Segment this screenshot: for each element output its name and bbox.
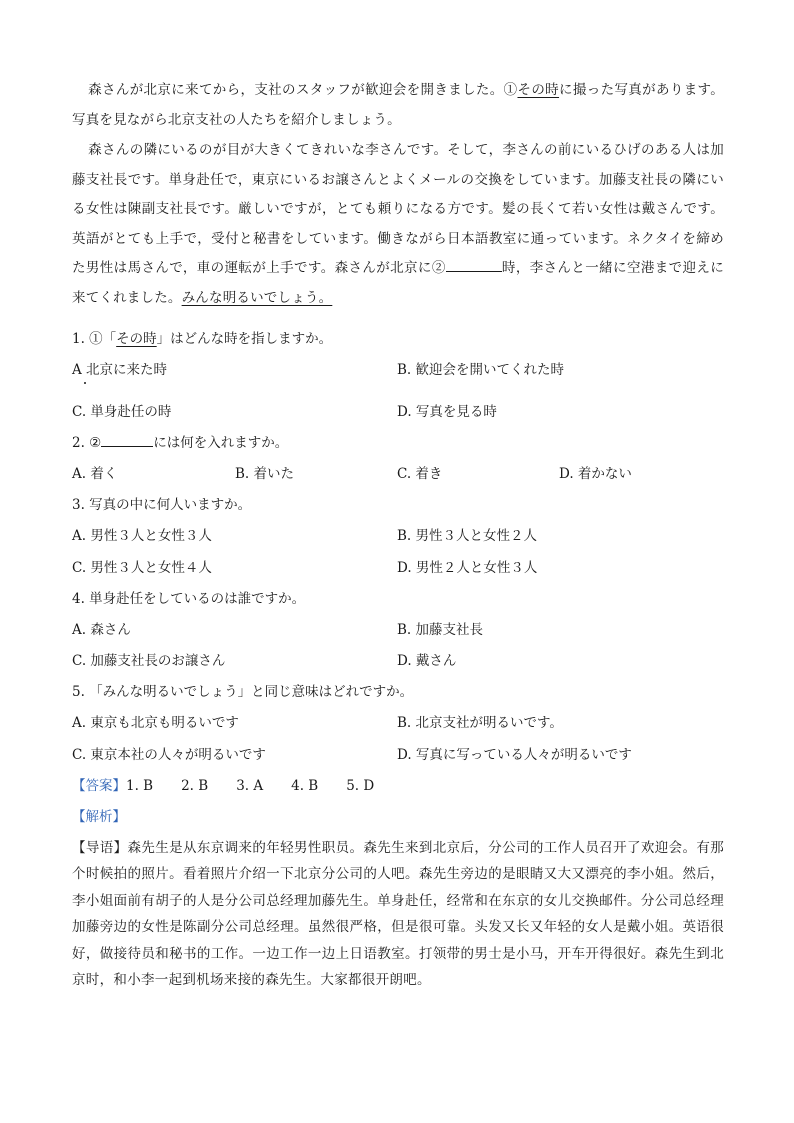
question-1-option-d[interactable]: D. 写真を見る時 [397, 404, 497, 420]
question-4-option-c[interactable]: C. 加藤支社長のお譲さん [72, 653, 226, 669]
answer-item: 4. B [291, 778, 319, 794]
question-3-option-d[interactable]: D. 男性２人と女性３人 [397, 560, 538, 576]
blank-2-question [101, 434, 153, 447]
answer-item: 1. B [126, 778, 154, 794]
analysis-label: 【解析】 [72, 809, 126, 825]
question-3-option-b[interactable]: B. 男性３人と女性２人 [397, 528, 538, 544]
question-2-option-b[interactable]: B. 着いた [235, 466, 295, 482]
analysis-intro [72, 835, 724, 993]
answer-item: 5. D [346, 778, 375, 794]
question-3-option-a[interactable]: A. 男性３人と女性３人 [72, 528, 212, 544]
question-5-option-a[interactable]: A. 東京も北京も明るいです [72, 715, 239, 731]
question-3-stem: 3. 写真の中に何人いますか。 [72, 497, 252, 513]
question-1-option-c[interactable]: C. 単身赴任の時 [72, 404, 172, 420]
question-2-stem: 2. ② には何を入れますか。 [72, 435, 289, 451]
question-5-stem: 5. 「みんな明るいでしょう」と同じ意味はどれですか。 [72, 684, 414, 700]
blank-2 [446, 259, 502, 272]
question-2-option-a[interactable]: A. 着く [72, 466, 118, 482]
option-dot [84, 382, 86, 384]
question-2-option-d[interactable]: D. 着かない [559, 466, 632, 482]
question-1-stem: 1. ①「その時」はどんな時を指しますか。 [72, 331, 333, 347]
question-5-option-b[interactable]: B. 北京支社が明るいです。 [397, 715, 563, 731]
question-5-option-c[interactable]: C. 東京本社の人々が明るいです [72, 747, 266, 763]
question-4-option-d[interactable]: D. 戴さん [397, 653, 457, 669]
answer-line [72, 777, 374, 795]
intro-text: 森先生是从东京调来的年轻男性职员。森先生来到北京后，分公司的工作人员召开了欢迎会。有那个时候拍的照片。看着照片介绍一下北京分公司的人吧。森先生旁边的是眼睛又大又漂亮的李小姐。然后，李小姐面前有胡子的人是分公司总经理加藤先生。单身赴任，经常和在东京的女儿交换邮件。分公司总经理加藤旁边的女性是陈副分公司总经理。虽然很严格，但是很可靠。头发又长又年轻的女人是戴小姐。英语很好，做接待员和秘书的工作。一边工作一边上日语教室。打领带的男士是小马，开车开得很好。森先生到北京时，和小李一起到机场来接的森先生。大家都很开朗吧。 [72, 840, 724, 989]
question-4-option-a[interactable]: A. 森さん [72, 622, 131, 638]
answer-label: 【答案】 [72, 778, 126, 794]
intro-label: 【导语】 [72, 840, 128, 856]
underlined-minna-akarui: みんな明るいでしょう。 [181, 289, 333, 306]
question-4-option-b[interactable]: B. 加藤支社長 [397, 622, 484, 638]
underlined-sono-toki: その時 [517, 82, 560, 98]
passage-paragraph-1: 森さんが北京に来てから，支社のスタッフが歓迎会を開きました。①その時に撮った写真があります。写真を見ながら北京支社の人たちを紹介しましょう。 [72, 82, 725, 128]
question-2-option-c[interactable]: C. 着き [397, 466, 443, 482]
question-1-option-b[interactable]: B. 歓迎会を開いてくれた時 [397, 362, 565, 378]
passage-paragraph-2: 森さんの隣にいるのが目が大きくてきれいな李さんです。そして，李さんの前にいるひげのある人は加藤支社長です。単身赴任で，東京にいるお譲さんとよくメールの交換をしています。加藤支社長の隣にいる女性は陳副支社長です。厳しいですが，とても頼りになる方です。髪の長くて若い女性は戴さんです。英語がとても上手で，受付と秘書をしています。働きながら日本語教室に通っています。ネクタイを締めた男性は馬さんで，車の運転が上手です。森さんが北京に② 時，李さんと一緒に空港まで迎えに来てくれました。みんな明るいでしょう。 [72, 142, 724, 306]
question-4-stem: 4. 単身赴任をしているのは誰ですか。 [72, 591, 306, 607]
question-1-option-a[interactable]: A 北京に来た時 [72, 362, 168, 378]
question-3-option-c[interactable]: C. 男性３人と女性４人 [72, 560, 212, 576]
question-5-option-d[interactable]: D. 写真に写っている人々が明るいです [397, 747, 632, 763]
answer-item: 3. A [236, 778, 264, 794]
answer-item: 2. B [181, 778, 209, 794]
